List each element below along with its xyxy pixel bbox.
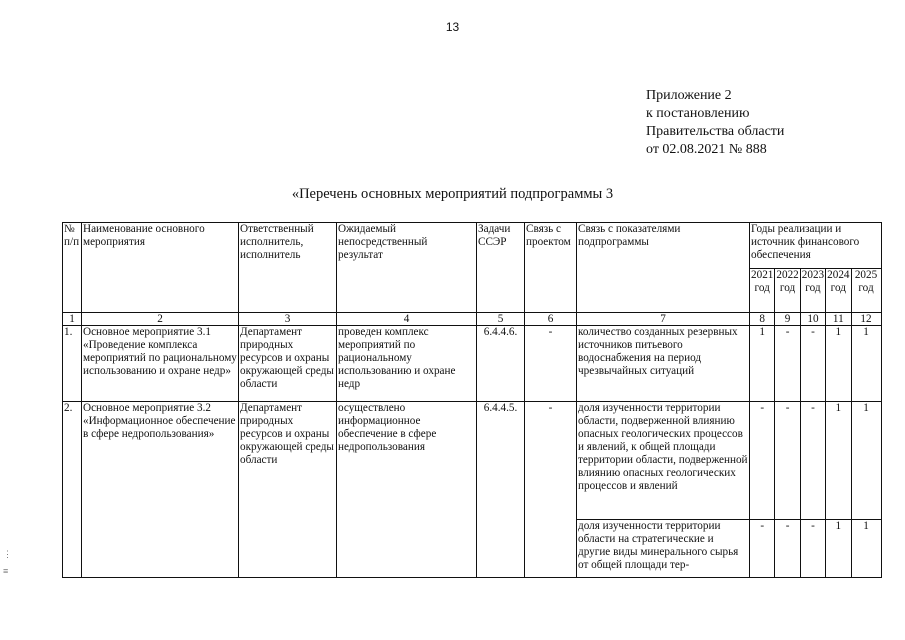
header-year-2024: 2024 год [826, 269, 851, 313]
row-executor: Департамент природных ресурсов и охраны окружающей среды области [239, 326, 337, 402]
table-row [63, 326, 882, 402]
row-num: 2. [63, 402, 82, 578]
row-year-2021: - [750, 520, 775, 578]
row-year-2022: - [775, 402, 800, 520]
row-year-2025: 1 [851, 520, 881, 578]
appendix-line-4: от 02.08.2021 № 888 [646, 142, 767, 157]
header-indicators: Связь с показателями подпрограммы [577, 223, 750, 313]
scan-margin-mark: ⋮ [3, 549, 12, 559]
row-executor: Департамент природных ресурсов и охраны окружающей среды области [239, 402, 337, 578]
header-years-group: Годы реализации и источник финансового обеспечения [750, 223, 882, 269]
header-year-2025: 2025 год [851, 269, 881, 313]
row-task: 6.4.4.6. [477, 326, 525, 402]
row-result: осуществлено информационное обеспечение в сфере недропользования [337, 402, 477, 578]
header-tasks: Задачи ССЭР [477, 223, 525, 313]
row-year-2025: 1 [851, 326, 881, 402]
header-executor: Ответственный исполнитель, исполнитель [239, 223, 337, 313]
row-name: Основное мероприятие 3.2 «Информационное обеспечение в сфере недропользования» [82, 402, 239, 578]
header-year-2022: 2022 год [775, 269, 800, 313]
column-number-row [63, 313, 882, 326]
appendix-block [646, 87, 784, 159]
row-year-2023: - [800, 520, 825, 578]
col-number: 1 [63, 313, 82, 326]
header-result: Ожидаемый непосредственный результат [337, 223, 477, 313]
appendix-line-1: Приложение 2 [646, 88, 732, 103]
header-name: Наименование основного мероприятия [82, 223, 239, 313]
col-number: 3 [239, 313, 337, 326]
page-number: 13 [445, 20, 460, 34]
row-year-2021: - [750, 402, 775, 520]
row-year-2022: - [775, 326, 800, 402]
header-project: Связь с проектом [525, 223, 577, 313]
row-indicator-2: доля изученности территории области на стратегические и другие виды минерального сырья от общей площади тер- [577, 520, 750, 578]
col-number: 8 [750, 313, 775, 326]
row-project: - [525, 326, 577, 402]
row-name: Основное мероприятие 3.1 «Проведение комплекса мероприятий по рациональному использованию и охране недр» [82, 326, 239, 402]
row-year-2024: 1 [826, 326, 851, 402]
col-number: 5 [477, 313, 525, 326]
row-year-2024: 1 [826, 402, 851, 520]
header-year-2023: 2023 год [800, 269, 825, 313]
col-number: 4 [337, 313, 477, 326]
header-num: № п/п [63, 223, 82, 313]
document-title: «Перечень основных мероприятий подпрограммы 3 [291, 186, 614, 202]
col-number: 6 [525, 313, 577, 326]
row-year-2024: 1 [826, 520, 851, 578]
col-number: 9 [775, 313, 800, 326]
table-row [63, 402, 882, 520]
row-year-2023: - [800, 402, 825, 520]
row-year-2021: 1 [750, 326, 775, 402]
col-number: 12 [851, 313, 881, 326]
col-number: 10 [800, 313, 825, 326]
appendix-line-3: Правительства области [646, 124, 785, 139]
row-indicator: доля изученности территории области, подверженной влиянию опасных геологических процессов и явлений, к общей площади территории области, подверженной влиянию опасных геологических процессов и явлений [577, 402, 750, 520]
row-indicator: количество созданных резервных источников питьевого водоснабжения на период чрезвычайных ситуаций [577, 326, 750, 402]
header-year-2021: 2021 год [750, 269, 775, 313]
row-year-2023: - [800, 326, 825, 402]
appendix-line-2: к постановлению [646, 106, 750, 121]
row-result: проведен комплекс мероприятий по рациональному использованию и охране недр [337, 326, 477, 402]
row-project: - [525, 402, 577, 578]
col-number: 7 [577, 313, 750, 326]
row-task: 6.4.4.5. [477, 402, 525, 578]
col-number: 2 [82, 313, 239, 326]
scan-margin-mark: ≡ [3, 566, 9, 576]
col-number: 11 [826, 313, 851, 326]
row-num: 1. [63, 326, 82, 402]
row-year-2025: 1 [851, 402, 881, 520]
measures-table [62, 222, 882, 578]
row-year-2022: - [775, 520, 800, 578]
header-row [63, 223, 882, 269]
